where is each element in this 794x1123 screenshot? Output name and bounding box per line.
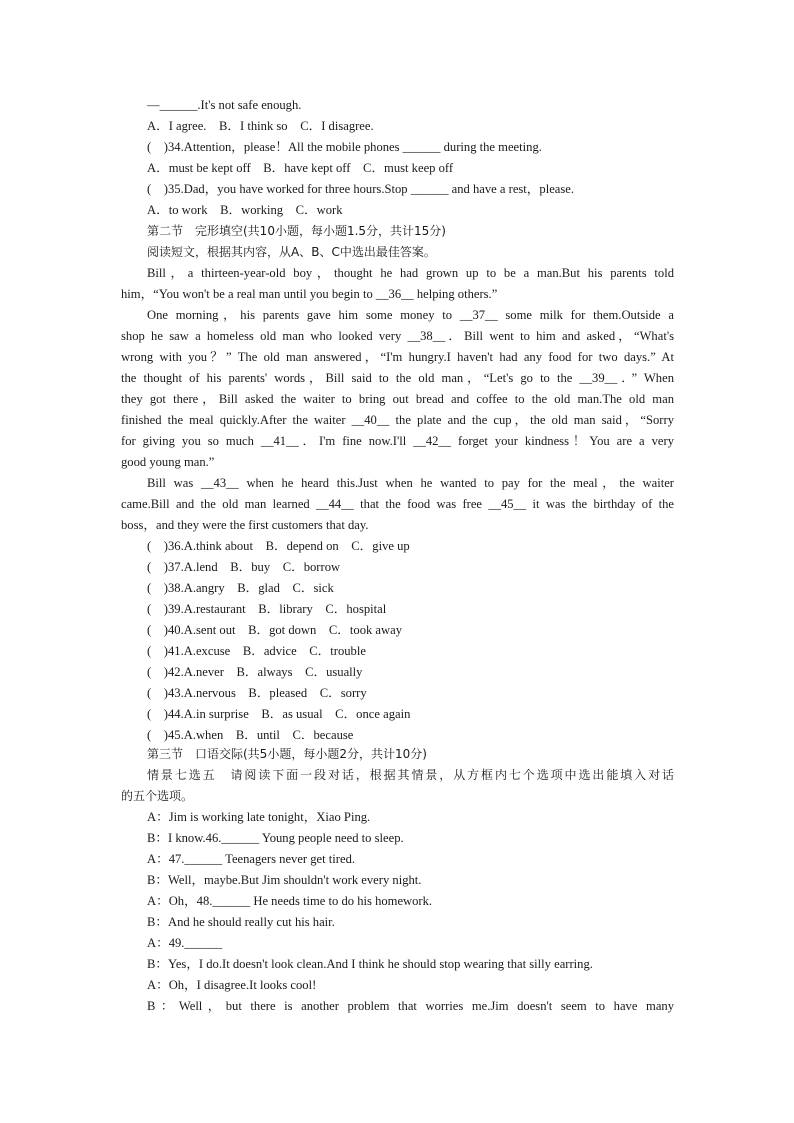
question-40: ( )40.A.sent out B．got down C．took away bbox=[147, 623, 403, 637]
section-heading: 第二节 完形填空(共10小题，每小题1.5分，共计15分) bbox=[147, 224, 446, 238]
dialogue-line: A：Oh，48.______ He needs time to do his homework. bbox=[147, 894, 433, 908]
instruction-text: 的五个选项。 bbox=[121, 789, 194, 803]
dialogue-line: B：Well，maybe.But Jim shouldn't work every night. bbox=[147, 873, 422, 887]
question-41: ( )41.A.excuse B．advice C．trouble bbox=[147, 644, 366, 658]
dialogue-line: B：Well，but there is another problem that worries me.Jim doesn't seem to have many bbox=[147, 999, 674, 1013]
instruction-text: 阅读短文，根据其内容，从A、B、C中选出最佳答案。 bbox=[147, 245, 436, 259]
passage-line: shop he saw a homeless old man who looked very __38__．Bill went to him and asked，“What's bbox=[121, 329, 674, 343]
question-36: ( )36.A.think about B．depend on C．give up bbox=[147, 539, 410, 553]
passage-line: they got there，Bill asked the waiter to bring out bread and coffee to the old man.The old man bbox=[121, 392, 674, 406]
question-37: ( )37.A.lend B．buy C．borrow bbox=[147, 560, 341, 574]
passage-line: boss，and they were the first customers that day. bbox=[121, 518, 369, 532]
passage-line: wrong with you？” The old man answered，“I'm hungry.I haven't had any food for two days.” At bbox=[121, 350, 674, 364]
dialogue-line: A：Jim is working late tonight，Xiao Ping. bbox=[147, 810, 371, 824]
passage-line: Bill was __43__ when he heard this.Just when he wanted to pay for the meal，the waiter bbox=[147, 476, 674, 490]
question-35: ( )35.Dad，you have worked for three hours.Stop ______ and have a rest，please. bbox=[147, 182, 575, 196]
section-heading: 第三节 口语交际(共5小题，每小题2分，共计10分) bbox=[147, 747, 427, 761]
options-line: A．must be kept off B．have kept off C．must keep off bbox=[147, 161, 454, 175]
text-line: —______.It's not safe enough. bbox=[147, 98, 302, 112]
passage-line: him，“You won't be a real man until you begin to __36__ helping others.” bbox=[121, 287, 498, 301]
passage-line: finished the meal quickly.After the waiter __40__ the plate and the cup，the old man said，“Sorry bbox=[121, 413, 674, 427]
passage-line: good young man.” bbox=[121, 455, 215, 469]
dialogue-line: B：Yes，I do.It doesn't look clean.And I think he should stop wearing that silly earring. bbox=[147, 957, 593, 971]
passage-line: the thought of his parents' words，Bill said to the old man，“Let's go to the __39__．” When bbox=[121, 371, 674, 385]
question-43: ( )43.A.nervous B．pleased C．sorry bbox=[147, 686, 367, 700]
question-44: ( )44.A.in surprise B．as usual C．once again bbox=[147, 707, 411, 721]
question-39: ( )39.A.restaurant B．library C．hospital bbox=[147, 602, 387, 616]
options-line: A．to work B．working C．work bbox=[147, 203, 343, 217]
dialogue-line: A：Oh，I disagree.It looks cool! bbox=[147, 978, 317, 992]
passage-line: One morning，his parents gave him some money to __37__ some milk for them.Outside a bbox=[147, 308, 674, 322]
dialogue-line: A：49.______ bbox=[147, 936, 223, 950]
passage-line: Bill，a thirteen-year-old boy，thought he had grown up to be a man.But his parents told bbox=[147, 266, 674, 280]
passage-line: for giving you so much __41__．I'm fine now.I'll __42__ forget your kindness！You are a very bbox=[121, 434, 674, 448]
dialogue-line: A：47.______ Teenagers never get tired. bbox=[147, 852, 356, 866]
question-45: ( )45.A.when B．until C．because bbox=[147, 728, 354, 742]
dialogue-line: B：I know.46.______ Young people need to sleep. bbox=[147, 831, 404, 845]
question-34: ( )34.Attention，please！All the mobile phones ______ during the meeting. bbox=[147, 140, 542, 154]
options-line: A．I agree. B．I think so C．I disagree. bbox=[147, 119, 374, 133]
dialogue-line: B：And he should really cut his hair. bbox=[147, 915, 335, 929]
question-42: ( )42.A.never B．always C．usually bbox=[147, 665, 363, 679]
passage-line: came.Bill and the old man learned __44__ that the food was free __45__ it was the birthday of the bbox=[121, 497, 674, 511]
question-38: ( )38.A.angry B．glad C．sick bbox=[147, 581, 334, 595]
instruction-text: 情景七选五 请阅读下面一段对话，根据其情景，从方框内七个选项中选出能填入对话 bbox=[147, 768, 674, 782]
